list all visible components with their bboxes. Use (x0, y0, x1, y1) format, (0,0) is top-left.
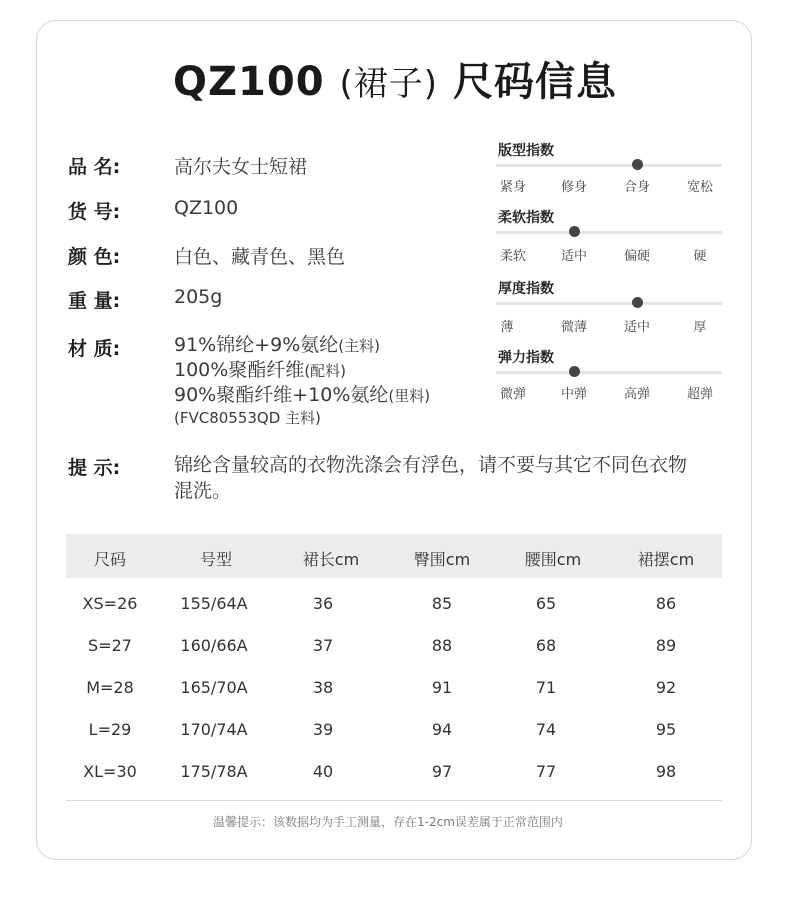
index-track (496, 164, 722, 167)
table-cell: 85 (431, 594, 453, 613)
index-label: 硬 (693, 249, 707, 264)
table-header-cell: 号型 (199, 550, 233, 569)
page-title (0, 50, 790, 107)
index-marker (569, 226, 580, 237)
table-cell: XL=30 (83, 762, 137, 781)
index-title: 厚度指数 (498, 281, 554, 297)
index-track (496, 302, 722, 305)
table-header-cell: 腰围cm (524, 550, 582, 569)
info-label: 材 质: (68, 338, 121, 360)
index-label: 微薄 (560, 320, 588, 335)
table-header (66, 534, 722, 578)
table-cell: 155/64A (180, 594, 248, 613)
table-cell: 160/66A (180, 636, 248, 655)
material-main: 90%聚酯纤维+10%氨纶 (174, 384, 389, 406)
index-track (496, 231, 722, 234)
tip-text (174, 452, 687, 504)
table-header-cell: 裙摆cm (637, 550, 695, 569)
table-cell: S=27 (88, 636, 132, 655)
index-label: 适中 (623, 320, 651, 335)
table-cell: XS=26 (82, 594, 138, 613)
table-row (66, 720, 722, 750)
index-marker (569, 366, 580, 377)
table-row (66, 678, 722, 708)
table-cell: 39 (312, 720, 334, 739)
index-label: 超弹 (686, 387, 714, 402)
table-cell: 92 (655, 678, 677, 697)
index-label: 高弹 (623, 387, 651, 402)
index-label: 合身 (623, 180, 651, 195)
material-line (174, 333, 430, 358)
material-main: 100%聚酯纤维 (174, 359, 305, 381)
material-main: 91%锦纶+9%氨纶 (174, 334, 339, 356)
table-header-cell: 尺码 (93, 550, 127, 569)
table-cell: 65 (535, 594, 557, 613)
index-marker (632, 159, 643, 170)
table-cell: 89 (655, 636, 677, 655)
table-cell: 98 (655, 762, 677, 781)
table-cell: 36 (312, 594, 334, 613)
table-divider (66, 800, 722, 801)
size-info-heading: 尺码信息 (452, 59, 617, 105)
product-code-title: QZ100 (173, 59, 325, 105)
table-cell: 68 (535, 636, 557, 655)
index-label: 修身 (560, 180, 588, 195)
table-cell: 170/74A (180, 720, 248, 739)
material-line (174, 358, 430, 383)
index-label: 适中 (560, 249, 588, 264)
table-cell: 95 (655, 720, 677, 739)
table-cell: 71 (535, 678, 557, 697)
table-cell: 165/70A (180, 678, 248, 697)
table-row (66, 594, 722, 624)
table-cell: 175/78A (180, 762, 248, 781)
tip-line: 混洗。 (174, 480, 232, 502)
table-cell: 86 (655, 594, 677, 613)
info-value: QZ100 (174, 197, 239, 219)
index-label: 薄 (500, 320, 514, 335)
index-label: 中弹 (560, 387, 588, 402)
index-label: 偏硬 (623, 249, 651, 264)
index-marker (632, 297, 643, 308)
index-title: 版型指数 (498, 143, 554, 159)
material-note: (FVC80553QD 主料) (174, 409, 321, 427)
footnote: 温馨提示：该数据均为手工测量，存在1-2cm误差属于正常范围内 (213, 815, 563, 829)
table-cell: L=29 (88, 720, 132, 739)
info-label: 重 量: (68, 290, 121, 312)
index-label: 微弹 (499, 387, 527, 402)
index-label: 厚 (693, 320, 707, 335)
table-cell: 37 (312, 636, 334, 655)
table-row (66, 636, 722, 666)
table-cell: 91 (431, 678, 453, 697)
table-cell: M=28 (86, 678, 134, 697)
info-label: 提 示: (68, 457, 121, 479)
table-cell: 88 (431, 636, 453, 655)
category-label: (裙子) (339, 64, 439, 104)
material-line (174, 405, 430, 430)
index-track (496, 371, 722, 374)
info-value: 白色、藏青色、黑色 (174, 246, 346, 268)
table-cell: 40 (312, 762, 334, 781)
tip-line: 锦纶含量较高的衣物洗涤会有浮色，请不要与其它不同色衣物 (174, 454, 688, 476)
index-title: 柔软指数 (498, 210, 554, 226)
table-cell: 94 (431, 720, 453, 739)
info-label: 品 名: (68, 156, 121, 178)
material-note: (配料) (304, 362, 347, 380)
material-lines (174, 333, 430, 430)
table-cell: 38 (312, 678, 334, 697)
index-label: 柔软 (499, 249, 527, 264)
index-title: 弹力指数 (498, 350, 554, 366)
table-cell: 74 (535, 720, 557, 739)
table-header-cell: 臀围cm (413, 550, 471, 569)
info-label: 货 号: (68, 201, 121, 223)
info-value: 高尔夫女士短裙 (174, 156, 308, 178)
index-label: 紧身 (499, 180, 527, 195)
table-row (66, 762, 722, 792)
info-value: 205g (174, 286, 223, 308)
info-label: 颜 色: (68, 246, 121, 268)
table-cell: 97 (431, 762, 453, 781)
index-label: 宽松 (686, 180, 714, 195)
material-note: (里料) (388, 387, 431, 405)
table-cell: 77 (535, 762, 557, 781)
table-header-cell: 裙长cm (302, 550, 360, 569)
material-note: (主料) (338, 337, 381, 355)
